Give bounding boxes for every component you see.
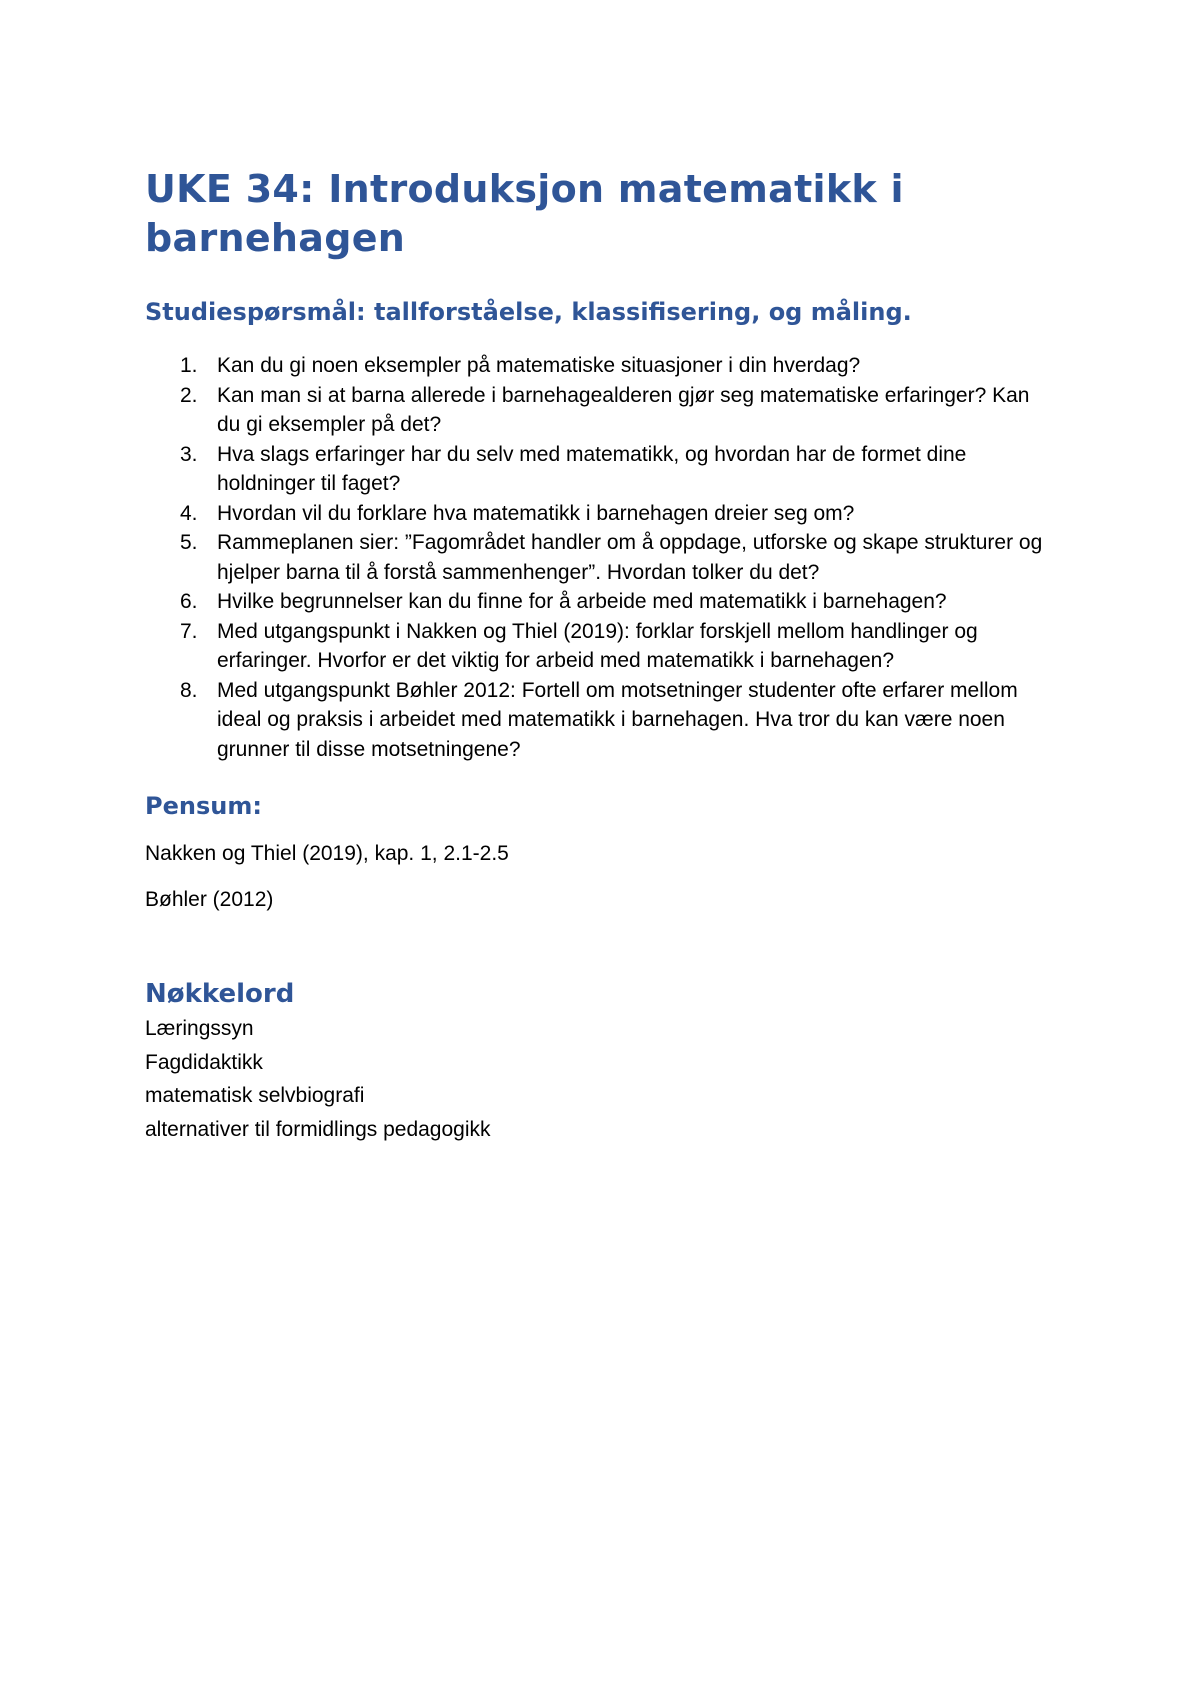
question-number: 3. [180, 442, 198, 466]
question-item [145, 440, 1050, 499]
keyword-item: matematisk selvbiografi [145, 1084, 365, 1107]
keyword-item: alternativer til formidlings pedagogikk [145, 1117, 491, 1141]
pensum-reference: Bøhler (2012) [145, 888, 274, 911]
question-number: 2. [180, 383, 198, 407]
question-text: Med utgangspunkt Bøhler 2012: Fortell om motsetninger studenter ofte erfarer mellom ideal og praksis i arbeidet med matematikk i barnehagen. Hva tror du kan være noen grunner til disse motsetningene? [217, 678, 1018, 761]
pensum-reference: Nakken og Thiel (2019), kap. 1, 2.1-2.5 [145, 842, 509, 865]
question-number: 8. [180, 678, 198, 702]
question-number: 1. [180, 354, 198, 377]
question-item [145, 381, 1050, 440]
question-item [145, 528, 1050, 587]
question-item [145, 499, 1050, 529]
page-title: UKE 34: Introduksjon matematikk i barnehagen [145, 167, 904, 260]
question-number: 5. [180, 531, 198, 554]
question-text: Kan man si at barna allerede i barnehagealderen gjør seg matematiske erfaringer? Kan du gi eksempler på det? [217, 383, 1030, 436]
question-item [145, 351, 1050, 381]
question-text: Hvordan vil du forklare hva matematikk i barnehagen dreier seg om? [217, 501, 855, 525]
question-item [145, 676, 1050, 765]
question-number: 4. [180, 501, 198, 525]
keyword-item: Fagdidaktikk [145, 1050, 263, 1074]
question-number: 7. [180, 619, 198, 643]
study-questions-list [145, 351, 1050, 764]
keywords-heading: Nøkkelord [145, 979, 295, 1009]
pensum-heading: Pensum: [145, 792, 262, 820]
keywords-list [145, 1012, 1050, 1146]
question-text: Med utgangspunkt i Nakken og Thiel (2019): forklar forskjell mellom handlinger og erfaringer. Hvorfor er det viktig for arbeid med matematikk i barnehagen? [217, 619, 978, 672]
question-text: Rammeplanen sier: ”Fagområdet handler om å oppdage, utforske og skape strukturer og hjelper barna til å forstå sammenhenger”. Hvordan tolker du det? [217, 531, 1043, 584]
question-number: 6. [180, 590, 198, 613]
question-text: Hva slags erfaringer har du selv med matematikk, og hvordan har de formet dine holdninger til faget? [217, 442, 967, 495]
question-item [145, 617, 1050, 676]
question-item [145, 587, 1050, 617]
study-questions-heading: Studiespørsmål: tallforståelse, klassifisering, og måling. [145, 298, 912, 326]
question-text: Kan du gi noen eksempler på matematiske situasjoner i din hverdag? [217, 354, 861, 377]
question-text: Hvilke begrunnelser kan du finne for å arbeide med matematikk i barnehagen? [217, 590, 947, 613]
keyword-item: Læringssyn [145, 1017, 254, 1040]
